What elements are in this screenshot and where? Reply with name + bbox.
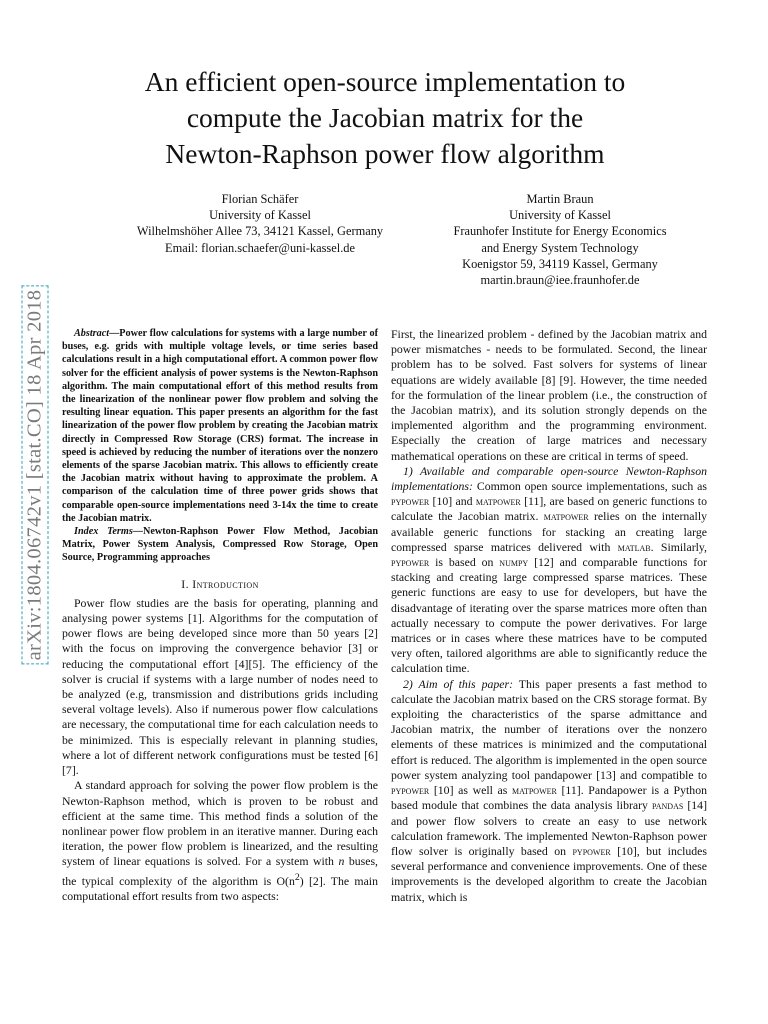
author-name: Martin Braun (526, 192, 594, 206)
software-name: pypower (391, 494, 430, 509)
math-n: n (338, 854, 345, 869)
left-column (62, 327, 378, 904)
section-heading-introduction: I. Introduction (181, 576, 259, 591)
author-affiliation: University of Kassel (509, 208, 611, 223)
body-text: [11], are based on generic functions to calculate the Jacobian matrix. (391, 494, 707, 524)
index-terms (62, 525, 378, 565)
body-paragraph: First, the linearized problem - defined by the Jacobian matrix and power mismatches - needs to be formulated. Second, the linear problem has to be solved. Fast solvers for systems of linear equations are widely available [8] [9]. However, the time needed for the formulation of the linear problem (i.e., the construction of the Jacobian matrix), and its solution strongly depends on the implemented algorithm and the programming environment. Especially the creation of large matrices and necessary mathematical operations on these are critical in terms of speed. (391, 327, 707, 463)
subsection-heading: 2) Aim of this paper: (403, 676, 514, 691)
subsection-aim-of-paper (391, 677, 707, 905)
right-column (391, 327, 707, 905)
author-affiliation: Fraunhofer Institute for Energy Economics (453, 224, 667, 239)
math-exponent: 2 (294, 871, 300, 883)
author-email: martin.braun@iee.fraunhofer.de (480, 273, 640, 288)
author-address: Koenigstor 59, 34119 Kassel, Germany (462, 256, 658, 271)
software-name: pypower (391, 555, 430, 570)
title-line: An efficient open-source implementation to (144, 66, 626, 97)
author-email: Email: florian.schaefer@uni-kassel.de (165, 240, 355, 255)
subsection-available-implementations (391, 464, 707, 677)
software-name: matpower (543, 509, 589, 524)
author-affiliation: and Energy System Technology (481, 240, 639, 255)
body-text: relies on the internally available generic functions for stacking an creating large compressed sparse matrices delivered with (391, 509, 708, 554)
arxiv-identifier-link[interactable]: arXiv:1804.06742v1 [stat.CO] 18 Apr 2018 (23, 289, 46, 661)
paper-title (80, 64, 690, 172)
software-name: pandas (652, 798, 684, 813)
body-text: [10] as well as (429, 783, 512, 798)
intro-text: ) [2]. The main computational effort results from two aspects: (62, 873, 378, 903)
body-text: [10], but includes several performance and convenience improvements. One of these improvements is the developed algorithm to create the Jacobian matrix, which is (391, 843, 707, 904)
intro-paragraph: Power flow studies are the basis for operating, planning and analysing power systems [1]. Algorithms for the computation of power flows are being developed since more than 50 years [2] with the focus on improving the convergence behavior [3] or reducing the computational effort [4][5]. The efficiency of the solver is crucial if systems with a large number of nodes need to be analyzed (e.g, transmission and distributions grids including several voltage levels). Also if numerous power flow calculations are necessary, the computational time for each calculation needs to be minimized. This is especially relevant in planning studies, where a lot of different network configurations must be tested [6] [7]. (62, 595, 378, 778)
intro-paragraph (62, 778, 378, 904)
abstract-label: Abstract (74, 328, 110, 339)
body-text: is based on (429, 555, 500, 570)
body-text: [10] and (429, 494, 476, 509)
title-line: compute the Jacobian matrix for the (186, 102, 584, 133)
body-text: [11]. Pandapower is a Python based module that combines the data analysis library (391, 783, 707, 813)
index-terms-text: —Newton-Raphson Power Flow Method, Jacobian Matrix, Power System Analysis, Compressed Row Storage, Open Source, Programming approaches (62, 526, 378, 564)
author-block-schaefer (90, 191, 430, 256)
intro-text: A standard approach for solving the power flow problem is the Newton-Raphson method, which is proven to be robust and efficient at the same time. This method finds a solution of the nonlinear power flow problem in an iterative manner. During each iteration, the power flow problem is linearized, and the resulting system of linear equations is solved. For a system with (62, 778, 378, 869)
software-name: numpy (499, 555, 529, 570)
author-affiliation: University of Kassel (209, 208, 311, 223)
software-name: pypower (572, 843, 611, 858)
abstract-text: —Power flow calculations for systems with a large number of buses, e.g. grids with multiple voltage levels, or time series based calculations result in a high computational effort. A common power flow solver for the efficient analysis of power systems is the Newton-Raphson algorithm. The main computational effort of this method results from the linearization of the nonlinear power flow problem and solving the resulting linear equation. This paper presents an algorithm for the fast linearization of the power flow problem by creating the Jacobian matrix directly in Compressed Row Storage (CRS) format. The increase in speed is achieved by reducing the number of iterations over the nonzero elements of the sparse Jacobian matrix. This allows to efficiently create the Jacobian matrix without having to approximate the problem. A comparison of the calculation time of three power grids shows that comparable open-source implementations need 3-14x the time to create the Jacobian matrix. (62, 328, 378, 524)
body-text: [12] and comparable functions for stacking and creating large compressed sparse matrices. These generic functions are easy to use for developers, but have the disadvantage of iterating over the sparse matrices more often than actually necessary to compute the power derivatives. For large matrices or in cases where these matrices have to be computed very often, tailored algorithms are able to significantly reduce the calculation time. (391, 555, 707, 676)
subsection-heading: 1) Available and comparable open-source Newton-Raphson implementations: (391, 463, 707, 494)
software-name: matpower (511, 783, 557, 798)
body-text: [14] and power flow solvers to create an easy to use network calculation framework. The implemented Newton-Raphson power flow solver is originally based on (391, 798, 707, 858)
author-name: Florian Schäfer (221, 192, 299, 206)
body-text: This paper presents a fast method to calculate the Jacobian matrix based on the CRS storage format. By exploiting the characteristics of the sparse admittance and Jacobian matrix, the number of iterations over the nonzero elements of these matrices is minimized and the computational effort is reduced. The algorithm is implemented in the open source power system analyzing tool pandapower [13] and compatible to (391, 676, 708, 782)
abstract (62, 327, 378, 525)
author-block-braun (390, 191, 730, 288)
body-text: Common open source implementations, such as (472, 479, 707, 494)
index-terms-label: Index Terms (74, 526, 133, 538)
author-address: Wilhelmshöher Allee 73, 34121 Kassel, Germany (136, 224, 384, 239)
software-name: matlab (617, 539, 651, 554)
software-name: pypower (391, 783, 430, 798)
software-name: matpower (475, 494, 521, 509)
intro-text: buses, the typical complexity of the algorithm is O(n (62, 854, 378, 888)
arxiv-stamp (24, 240, 46, 710)
body-text: . Similarly, (650, 539, 707, 554)
title-line: Newton-Raphson power flow algorithm (165, 138, 605, 169)
